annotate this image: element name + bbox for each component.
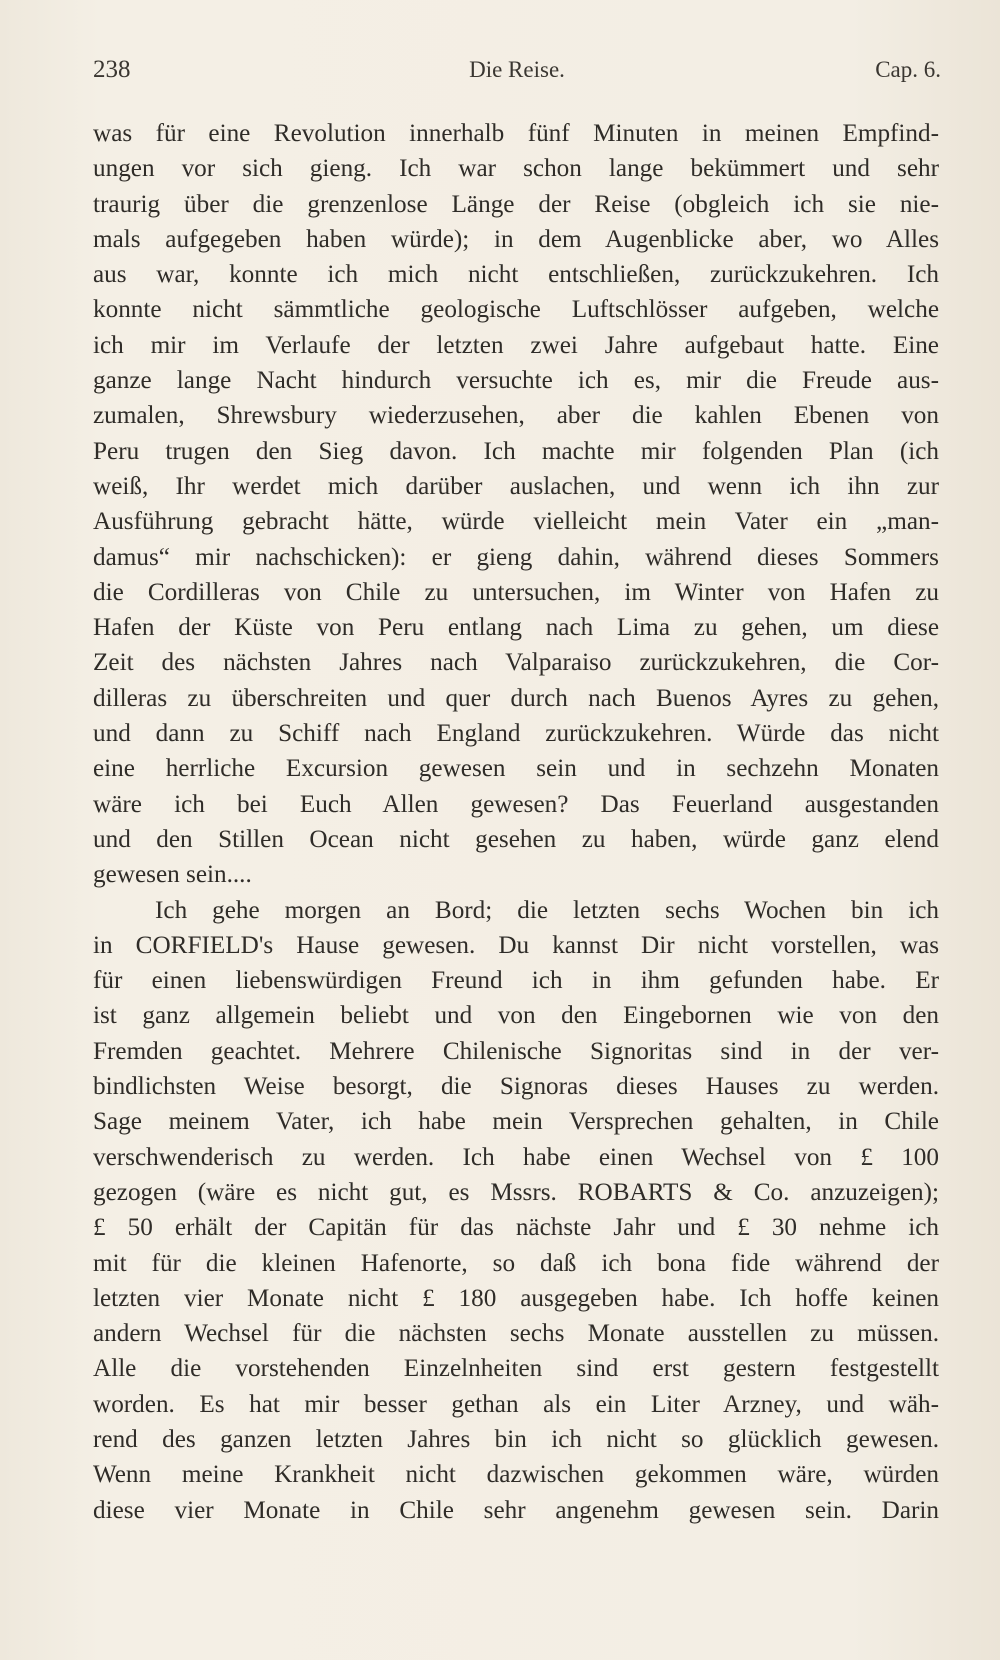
text-line: für einen liebenswürdigen Freund ich in ihm gefunden habe. Er — [93, 967, 939, 995]
text-line: und den Stillen Ocean nicht gesehen zu haben, würde ganz elend — [93, 825, 939, 853]
text-line: gezogen (wäre es nicht gut, es Mssrs. ROBARTS & Co. anzuzeigen); — [93, 1178, 939, 1206]
text-line: £ 50 erhält der Capitän für das nächste Jahr und £ 30 nehme ich — [93, 1214, 939, 1242]
text-line: und dann zu Schiff nach England zurückzukehren. Würde das nicht — [93, 720, 939, 748]
text-line: Fremden geachtet. Mehrere Chilenische Signoritas sind in der ver- — [93, 1037, 939, 1065]
text-line: bindlichsten Weise besorgt, die Signoras dieses Hauses zu werden. — [93, 1073, 939, 1101]
text-line: wäre ich bei Euch Allen gewesen? Das Feuerland ausgestanden — [93, 790, 939, 818]
text-line: mals aufgegeben haben würde); in dem Augenblicke aber, wo Alles — [93, 225, 939, 253]
text-line: Sage meinem Vater, ich habe mein Versprechen gehalten, in Chile — [93, 1108, 939, 1136]
text-line: mit für die kleinen Hafenorte, so daß ich bona fide während der — [93, 1249, 939, 1277]
text-line: eine herrliche Excursion gewesen sein und in sechzehn Monaten — [93, 755, 939, 783]
text-line: andern Wechsel für die nächsten sechs Monate ausstellen zu müssen. — [93, 1320, 939, 1348]
text-line: in CORFIELD's Hause gewesen. Du kannst Dir nicht vorstellen, was — [93, 931, 939, 959]
text-line: diese vier Monate in Chile sehr angenehm gewesen sein. Darin — [93, 1496, 939, 1524]
chapter-label: Cap. 6. — [875, 57, 941, 82]
text-line: ist ganz allgemein beliebt und von den Eingebornen wie von den — [93, 1002, 939, 1030]
text-line: weiß, Ihr werdet mich darüber auslachen, und wenn ich ihn zur — [93, 472, 939, 500]
text-line: rend des ganzen letzten Jahres bin ich nicht so glücklich gewesen. — [93, 1425, 939, 1453]
text-line: damus“ mir nachschicken): er gieng dahin, während dieses Sommers — [93, 543, 939, 571]
text-line: konnte nicht sämmtliche geologische Luftschlösser aufgeben, welche — [93, 296, 939, 324]
text-line: traurig über die grenzenlose Länge der Reise (obgleich ich sie nie- — [93, 190, 939, 218]
text-line: Wenn meine Krankheit nicht dazwischen gekommen wäre, würden — [93, 1461, 939, 1489]
text-line: ungen vor sich gieng. Ich war schon lange bekümmert und sehr — [93, 155, 939, 183]
text-line: zumalen, Shrewsbury wiederzusehen, aber die kahlen Ebenen von — [93, 402, 939, 430]
text-line: letzten vier Monate nicht £ 180 ausgegeben habe. Ich hoffe keinen — [93, 1284, 939, 1312]
body-text — [93, 116, 939, 1528]
text-line: was für eine Revolution innerhalb fünf Minuten in meinen Empfind- — [93, 120, 939, 147]
text-line-paragraph-start: Ich gehe morgen an Bord; die letzten sechs Wochen bin ich — [155, 896, 939, 924]
text-line: ganze lange Nacht hindurch versuchte ich es, mir die Freude aus- — [93, 367, 939, 395]
text-line: die Cordilleras von Chile zu untersuchen, im Winter von Hafen zu — [93, 578, 939, 606]
text-line: dilleras zu überschreiten und quer durch nach Buenos Ayres zu gehen, — [93, 684, 939, 712]
text-line: verschwenderisch zu werden. Ich habe einen Wechsel von £ 100 — [93, 1143, 939, 1171]
text-line: gewesen sein.... — [93, 861, 252, 889]
text-line: Ausführung gebracht hätte, würde vielleicht mein Vater ein „man- — [93, 508, 939, 536]
text-line: Hafen der Küste von Peru entlang nach Lima zu gehen, um diese — [93, 614, 939, 642]
text-line: Zeit des nächsten Jahres nach Valparaiso zurückzukehren, die Cor- — [93, 649, 939, 677]
text-line: Alle die vorstehenden Einzelnheiten sind erst gestern festgestellt — [93, 1355, 939, 1383]
text-line: Peru trugen den Sieg davon. Ich machte mir folgenden Plan (ich — [93, 437, 939, 465]
page-number: 238 — [93, 56, 131, 83]
text-line: worden. Es hat mir besser gethan als ein Liter Arzney, und wäh- — [93, 1390, 939, 1418]
text-line: ich mir im Verlaufe der letzten zwei Jahre aufgebaut hatte. Eine — [93, 331, 939, 359]
running-title: Die Reise. — [469, 57, 565, 82]
running-header — [93, 50, 941, 90]
text-line: aus war, konnte ich mich nicht entschließen, zurückzukehren. Ich — [93, 261, 939, 289]
